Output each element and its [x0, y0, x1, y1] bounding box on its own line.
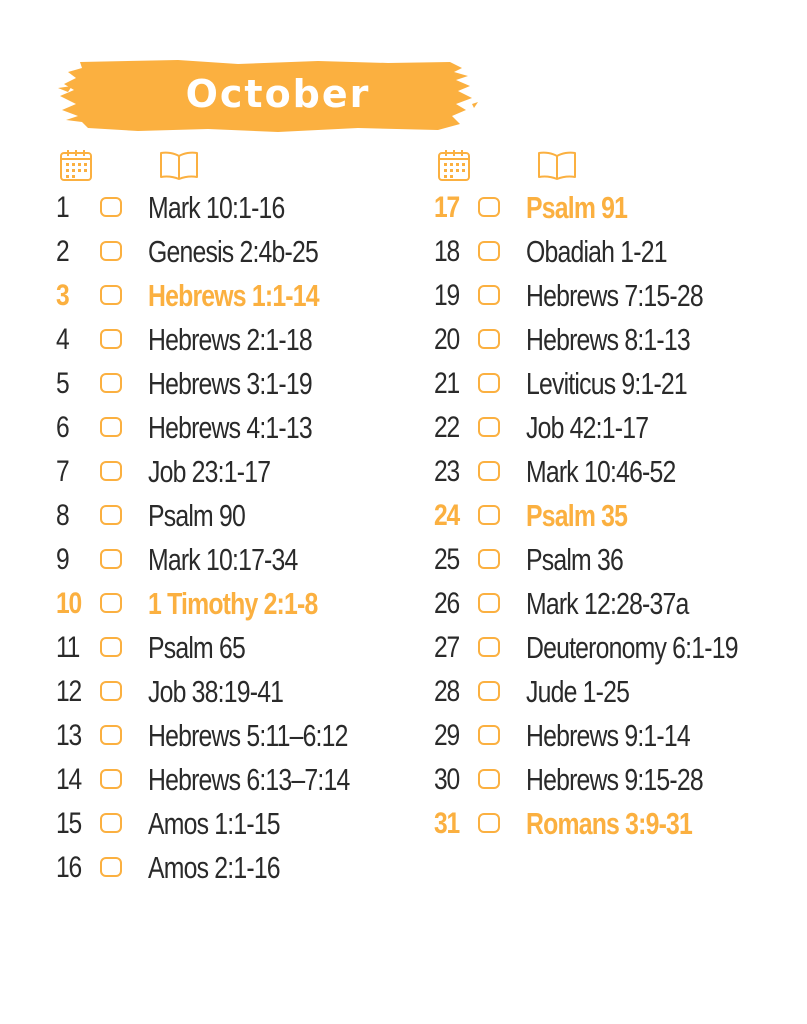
month-banner [58, 58, 478, 134]
reading-checkbox[interactable] [100, 725, 122, 745]
day-number: 18 [434, 235, 459, 268]
reading-checkbox[interactable] [100, 769, 122, 789]
reading-checkbox[interactable] [100, 197, 122, 217]
reading-row [434, 318, 794, 362]
day-number: 24 [434, 499, 459, 532]
reading-checkbox[interactable] [100, 593, 122, 613]
reading-reference: Psalm 90 [148, 498, 245, 533]
day-number: 10 [56, 587, 81, 620]
reading-row [56, 494, 416, 538]
reading-checkbox[interactable] [478, 593, 500, 613]
reading-reference: Psalm 35 [526, 498, 628, 533]
reading-row [434, 186, 794, 230]
reading-row [434, 714, 794, 758]
reading-checkbox[interactable] [478, 813, 500, 833]
open-book-icon [159, 150, 199, 180]
reading-row [56, 274, 416, 318]
day-number: 15 [56, 807, 81, 840]
day-number: 8 [56, 499, 69, 532]
day-number: 22 [434, 411, 459, 444]
reading-checkbox[interactable] [100, 505, 122, 525]
reading-reference: Hebrews 7:15-28 [526, 278, 703, 313]
reading-reference: Deuteronomy 6:1-19 [526, 630, 738, 665]
reading-row [434, 406, 794, 450]
reading-reference: Romans 3:9-31 [526, 806, 693, 841]
reading-column-right [434, 146, 794, 846]
reading-row [56, 362, 416, 406]
reading-row [434, 626, 794, 670]
reading-reference: 1 Timothy 2:1-8 [148, 586, 318, 621]
day-number: 11 [56, 631, 80, 664]
day-number: 5 [56, 367, 69, 400]
day-number: 27 [434, 631, 459, 664]
day-number: 12 [56, 675, 81, 708]
reading-reference: Hebrews 4:1-13 [148, 410, 312, 445]
reading-row [56, 670, 416, 714]
reading-reference: Hebrews 6:13–7:14 [148, 762, 350, 797]
reading-column-left [56, 146, 416, 890]
day-number: 17 [434, 191, 459, 224]
reading-list [434, 186, 794, 846]
reading-checkbox[interactable] [478, 285, 500, 305]
reading-reference: Mark 10:46-52 [526, 454, 676, 489]
reading-reference: Hebrews 5:11–6:12 [148, 718, 348, 753]
reading-row [56, 406, 416, 450]
reading-reference: Psalm 91 [526, 190, 628, 225]
day-number: 21 [434, 367, 459, 400]
reading-checkbox[interactable] [478, 373, 500, 393]
reading-row [56, 846, 416, 890]
open-book-icon [537, 150, 577, 180]
reading-reference: Genesis 2:4b-25 [148, 234, 318, 269]
day-number: 31 [434, 807, 459, 840]
reading-reference: Leviticus 9:1-21 [526, 366, 687, 401]
reading-checkbox[interactable] [478, 417, 500, 437]
reading-row [56, 758, 416, 802]
reading-row [434, 230, 794, 274]
reading-row [434, 538, 794, 582]
reading-row [434, 274, 794, 318]
day-number: 9 [56, 543, 69, 576]
reading-checkbox[interactable] [478, 725, 500, 745]
reading-reference: Hebrews 9:15-28 [526, 762, 703, 797]
day-number: 30 [434, 763, 459, 796]
reading-reference: Amos 2:1-16 [148, 850, 280, 885]
day-number: 4 [56, 323, 69, 356]
day-number: 23 [434, 455, 459, 488]
reading-reference: Job 38:19-41 [148, 674, 284, 709]
reading-checkbox[interactable] [100, 461, 122, 481]
reading-reference: Mark 12:28-37a [526, 586, 689, 621]
day-number: 16 [56, 851, 81, 884]
day-number: 2 [56, 235, 69, 268]
reading-reference: Hebrews 2:1-18 [148, 322, 312, 357]
reading-row [434, 494, 794, 538]
day-number: 20 [434, 323, 459, 356]
reading-reference: Hebrews 1:1-14 [148, 278, 319, 313]
column-header [56, 146, 416, 186]
reading-reference: Hebrews 8:1-13 [526, 322, 690, 357]
reading-row [434, 582, 794, 626]
day-number: 26 [434, 587, 459, 620]
reading-row [56, 230, 416, 274]
day-number: 25 [434, 543, 459, 576]
reading-checkbox[interactable] [100, 549, 122, 569]
reading-reference: Hebrews 9:1-14 [526, 718, 690, 753]
reading-row [56, 626, 416, 670]
day-number: 6 [56, 411, 69, 444]
reading-row [434, 362, 794, 406]
day-number: 19 [434, 279, 459, 312]
reading-reference: Hebrews 3:1-19 [148, 366, 312, 401]
reading-row [56, 450, 416, 494]
reading-checkbox[interactable] [100, 241, 122, 261]
calendar-icon [59, 148, 93, 182]
month-title: October [185, 72, 371, 116]
day-number: 1 [56, 191, 69, 224]
reading-checkbox[interactable] [100, 857, 122, 877]
reading-checkbox[interactable] [478, 769, 500, 789]
reading-checkbox[interactable] [478, 637, 500, 657]
reading-row [56, 802, 416, 846]
reading-checkbox[interactable] [100, 285, 122, 305]
reading-checkbox[interactable] [478, 681, 500, 701]
day-number: 3 [56, 279, 69, 312]
reading-reference: Mark 10:1-16 [148, 190, 285, 225]
reading-reference: Job 23:1-17 [148, 454, 271, 489]
reading-reference: Obadiah 1-21 [526, 234, 667, 269]
reading-row [56, 318, 416, 362]
reading-reference: Job 42:1-17 [526, 410, 649, 445]
reading-row [434, 802, 794, 846]
reading-checkbox[interactable] [478, 197, 500, 217]
reading-row [434, 670, 794, 714]
reading-row [434, 758, 794, 802]
reading-reference: Mark 10:17-34 [148, 542, 298, 577]
reading-checkbox[interactable] [100, 373, 122, 393]
reading-checkbox[interactable] [478, 241, 500, 261]
reading-checkbox[interactable] [100, 813, 122, 833]
day-number: 7 [56, 455, 69, 488]
reading-row [56, 714, 416, 758]
reading-checkbox[interactable] [478, 549, 500, 569]
reading-checkbox[interactable] [100, 329, 122, 349]
reading-row [56, 538, 416, 582]
reading-row [434, 450, 794, 494]
reading-reference: Amos 1:1-15 [148, 806, 280, 841]
reading-reference: Psalm 36 [526, 542, 623, 577]
reading-checkbox[interactable] [100, 681, 122, 701]
reading-row [56, 582, 416, 626]
day-number: 14 [56, 763, 81, 796]
day-number: 29 [434, 719, 459, 752]
day-number: 28 [434, 675, 459, 708]
reading-reference: Psalm 65 [148, 630, 245, 665]
reading-checkbox[interactable] [100, 637, 122, 657]
reading-checkbox[interactable] [100, 417, 122, 437]
calendar-icon [437, 148, 471, 182]
reading-list [56, 186, 416, 890]
reading-checkbox[interactable] [478, 329, 500, 349]
day-number: 13 [56, 719, 81, 752]
column-header [434, 146, 794, 186]
reading-checkbox[interactable] [478, 505, 500, 525]
reading-checkbox[interactable] [478, 461, 500, 481]
reading-row [56, 186, 416, 230]
reading-reference: Jude 1-25 [526, 674, 630, 709]
